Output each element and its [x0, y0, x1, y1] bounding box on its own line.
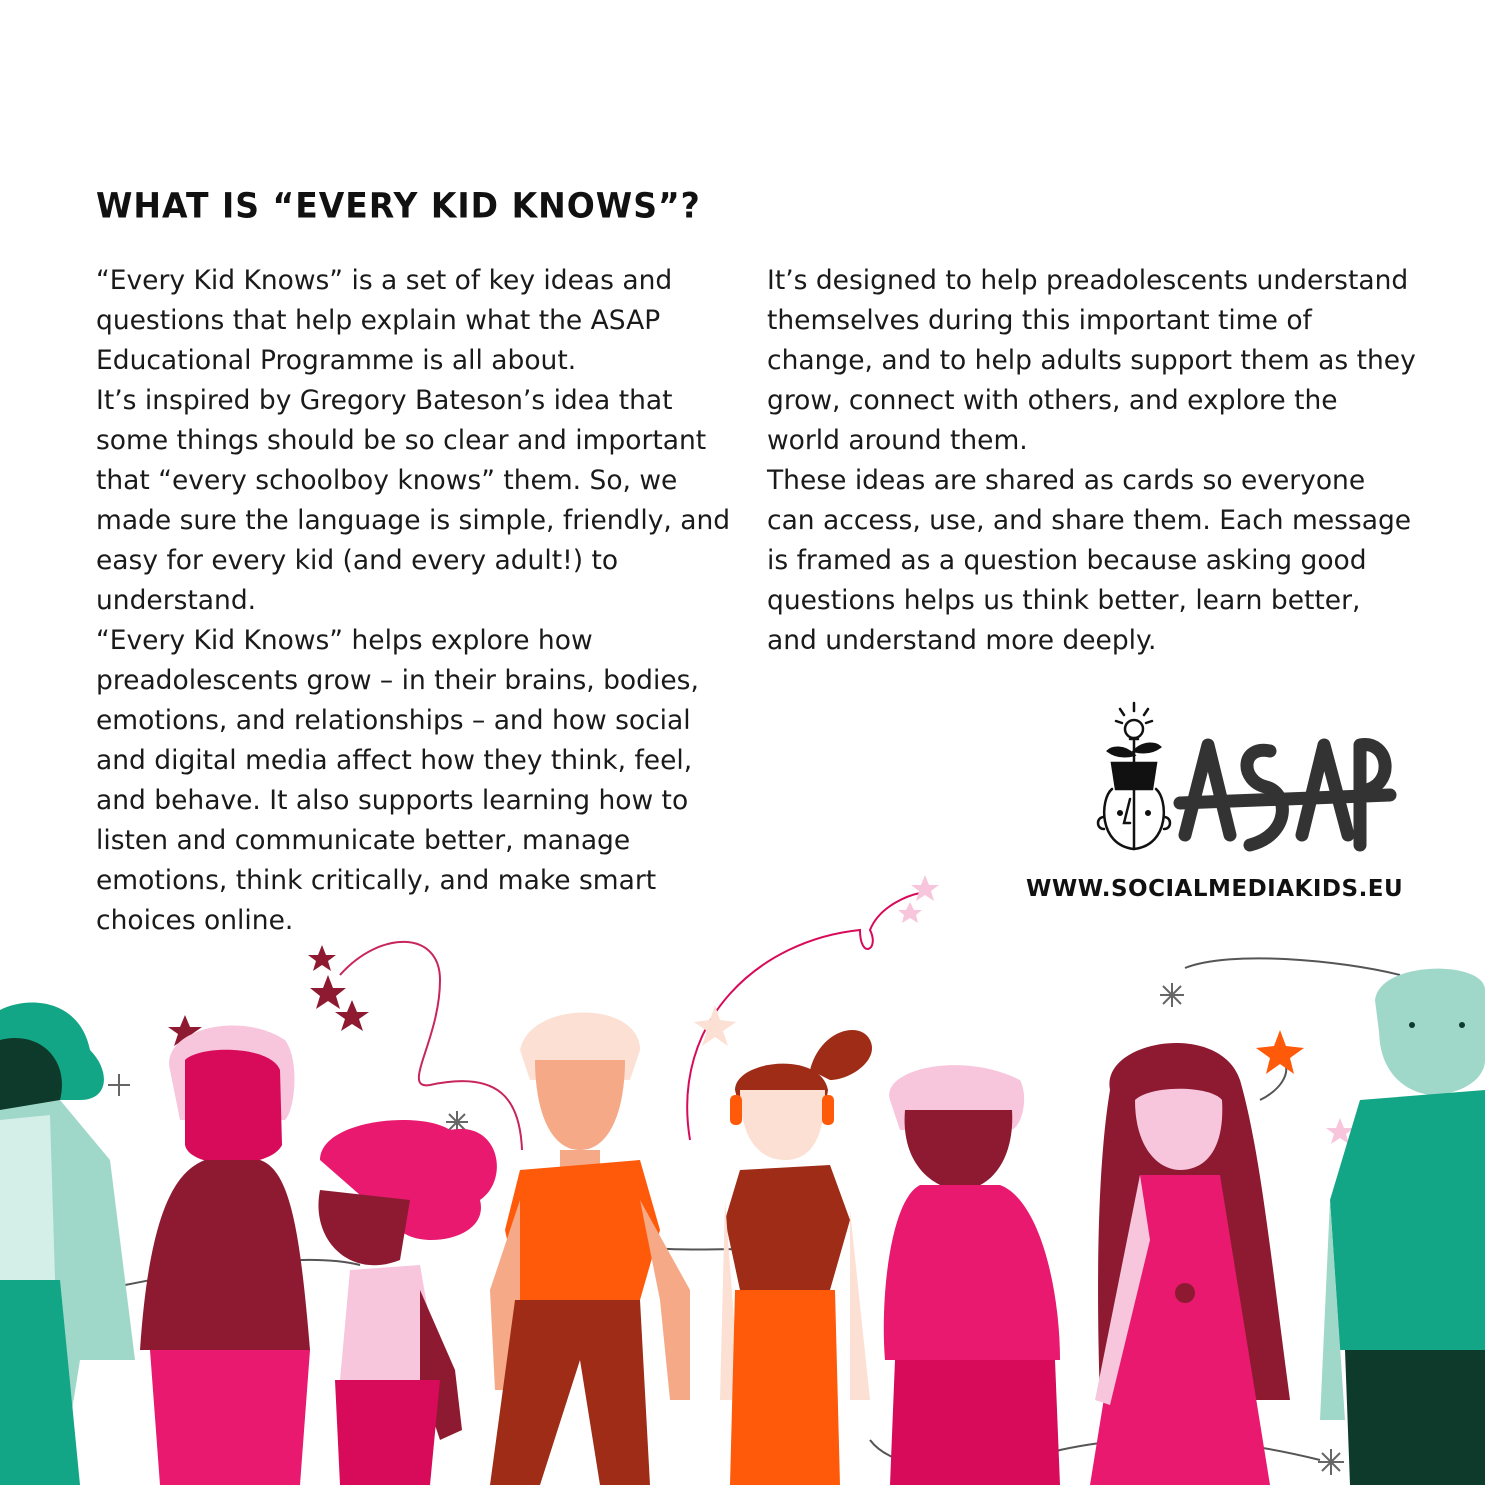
person-orange-shirt	[490, 1013, 690, 1485]
person-red-long-hair	[1090, 1043, 1290, 1485]
paragraph: “Every Kid Knows” helps explore how preadolescents grow – in their brains, bodies, emotions, and relationships – and how social and digital media affect how they think, feel, and behave. It also supports learning how to listen and communicate better, manage emotions, think critically, and make smart choices online.	[96, 625, 699, 936]
paragraph: These ideas are shared as cards so everyone can access, use, and share them. Each message is framed as a question because asking good questions helps us think better, learn better, and understand more deeply.	[767, 465, 1412, 656]
left-text-column	[96, 261, 736, 941]
paragraph: It’s designed to help preadolescents understand themselves during this important time of change, and to help adults support them as they grow, connect with others, and explore the world around them.	[767, 265, 1416, 456]
person-headphones	[720, 1030, 872, 1485]
paragraph: It’s inspired by Gregory Bateson’s idea that some things should be so clear and important that “every schoolboy knows” them. So, we made sure the language is simple, friendly, and easy for every kid (and every adult!) to understand.	[96, 385, 731, 616]
person-magenta-sweater	[884, 1065, 1060, 1485]
person-teal-hair	[0, 1003, 135, 1485]
kids-illustration	[0, 860, 1485, 1485]
person-maroon-shirt	[140, 1026, 310, 1485]
asap-wordmark	[1180, 744, 1390, 845]
asap-logo	[1090, 695, 1400, 865]
person-pink-curly-hair	[318, 1120, 496, 1485]
page-title: WHAT IS “EVERY KID KNOWS”?	[96, 185, 701, 226]
person-teal-shirt	[1320, 969, 1485, 1485]
right-text-column	[767, 261, 1417, 661]
website-url[interactable]: WWW.SOCIALMEDIAKIDS.EU	[1026, 876, 1404, 902]
paragraph: “Every Kid Knows” is a set of key ideas and questions that help explain what the ASAP Educational Programme is all about.	[96, 265, 673, 376]
lightbulb-plant-head-icon	[1098, 703, 1170, 849]
